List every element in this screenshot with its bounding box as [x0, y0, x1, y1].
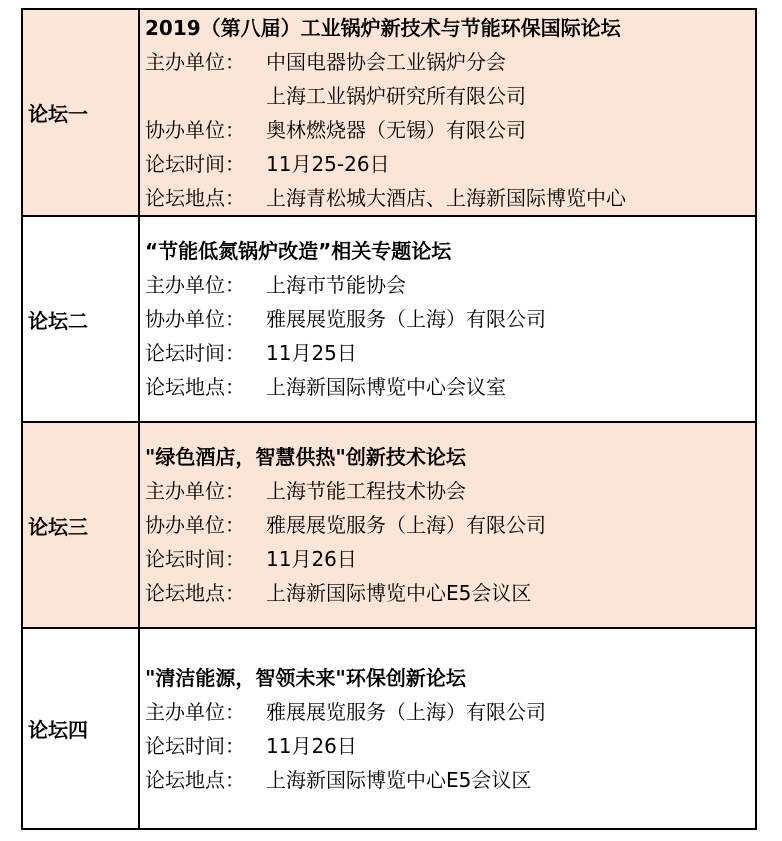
detail-label: 主办单位： [145, 699, 245, 724]
forum-name: 论坛三 [23, 423, 140, 627]
detail-line [145, 45, 755, 79]
detail-line [145, 576, 755, 610]
detail-line [145, 302, 755, 336]
detail-line [145, 336, 755, 370]
forum-name: 论坛四 [23, 629, 140, 828]
forum-name: 论坛一 [23, 10, 140, 215]
detail-label: 主办单位： [145, 479, 245, 503]
forum-table [21, 8, 757, 830]
detail-line [145, 268, 755, 302]
forum-row-3 [23, 423, 755, 629]
forum-row-4 [23, 629, 755, 828]
detail-value: 雅展展览服务（上海）有限公司 [266, 307, 546, 331]
forum-title: "绿色酒店，智慧供热"创新技术论坛 [145, 445, 466, 469]
detail-line [145, 508, 755, 542]
detail-value: 上海新国际博览中心E5会议区 [266, 767, 532, 792]
detail-label: 论坛地点： [145, 185, 245, 210]
detail-label: 协办单位： [145, 117, 245, 142]
detail-value: 上海工业锅炉研究所有限公司 [266, 83, 526, 108]
detail-line [145, 79, 755, 113]
detail-value: 11月26日 [266, 547, 357, 571]
detail-label: 协办单位： [145, 513, 245, 537]
forum-title: 2019（第八届）工业锅炉新技术与节能环保国际论坛 [145, 15, 621, 40]
detail-label: 主办单位： [145, 273, 245, 297]
forum-name: 论坛二 [23, 217, 140, 421]
forum-row-2 [23, 217, 755, 423]
detail-label: 论坛地点： [145, 767, 245, 792]
detail-line [145, 763, 755, 797]
detail-line [145, 370, 755, 404]
forum-title: "清洁能源，智领未来"环保创新论坛 [145, 665, 466, 690]
forum-details [140, 423, 755, 627]
detail-value: 雅展展览服务（上海）有限公司 [266, 513, 546, 537]
forum-row-1 [23, 10, 755, 217]
forum-details [140, 629, 755, 828]
detail-line [145, 181, 755, 215]
detail-line [145, 695, 755, 729]
detail-value: 上海青松城大酒店、上海新国际博览中心 [266, 185, 626, 210]
forum-details [140, 217, 755, 421]
detail-value: 奥林燃烧器（无锡）有限公司 [266, 117, 526, 142]
detail-value: 上海新国际博览中心E5会议区 [266, 581, 532, 605]
detail-value: 雅展展览服务（上海）有限公司 [266, 699, 546, 724]
detail-label: 论坛时间： [145, 733, 245, 758]
detail-value: 11月25日 [266, 341, 357, 365]
detail-label: 论坛时间： [145, 341, 245, 365]
detail-label: 论坛时间： [145, 151, 245, 176]
detail-value: 11月26日 [266, 733, 357, 758]
detail-label [145, 79, 266, 113]
detail-value: 上海节能工程技术协会 [266, 479, 466, 503]
detail-value: 中国电器协会工业锅炉分会 [266, 49, 506, 74]
forum-title: “节能低氮锅炉改造”相关专题论坛 [145, 239, 452, 263]
detail-line [145, 542, 755, 576]
detail-line [145, 147, 755, 181]
forum-details [140, 10, 755, 215]
detail-label: 主办单位： [145, 49, 245, 74]
detail-line [145, 113, 755, 147]
detail-value: 上海新国际博览中心会议室 [266, 375, 506, 399]
detail-line [145, 474, 755, 508]
detail-label: 论坛地点： [145, 375, 245, 399]
detail-label: 论坛地点： [145, 581, 245, 605]
detail-label: 协办单位： [145, 307, 245, 331]
detail-line [145, 729, 755, 763]
detail-label: 论坛时间： [145, 547, 245, 571]
detail-value: 11月25-26日 [266, 151, 390, 176]
detail-value: 上海市节能协会 [266, 273, 406, 297]
